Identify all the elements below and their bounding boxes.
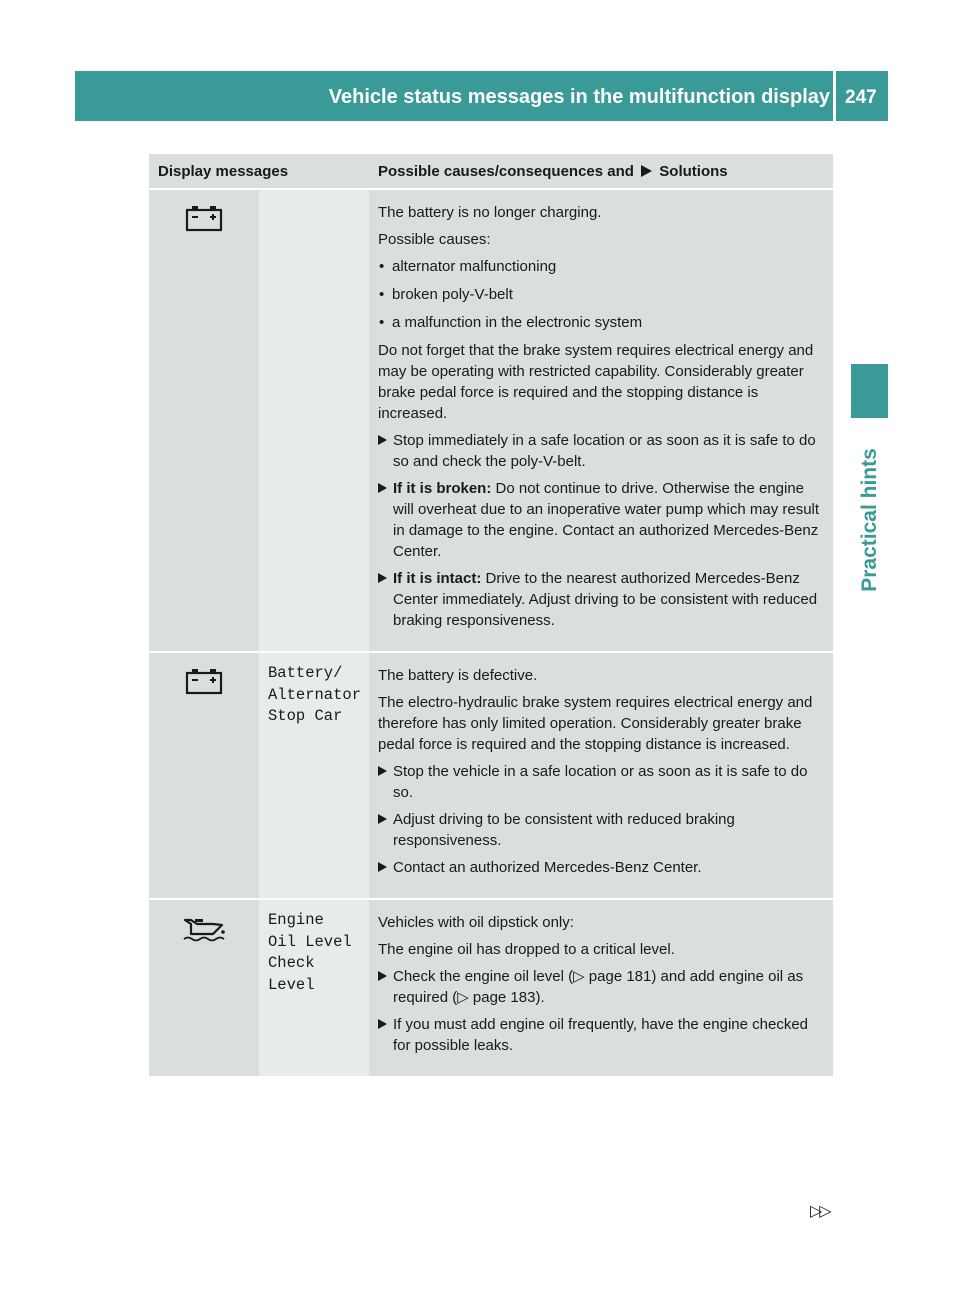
cause-paragraph: The battery is defective.: [378, 667, 538, 684]
solution-step: [378, 1014, 829, 1056]
display-symbol-cell: [149, 189, 259, 652]
solution-step: [378, 809, 829, 851]
step-arrow-icon: [378, 435, 387, 445]
step-text: Adjust driving to be consistent with reduced braking responsiveness.: [393, 811, 735, 849]
battery-icon: [185, 682, 223, 699]
step-arrow-icon: [378, 766, 387, 776]
display-symbol-cell: [149, 652, 259, 899]
solution-cell: [369, 899, 833, 1077]
cause-bullet: • a malfunction in the electronic system: [378, 312, 829, 333]
table-row: [149, 189, 833, 652]
display-text-line: Engine: [268, 911, 324, 929]
display-text-line: Stop Car: [268, 707, 343, 725]
message-table: [149, 154, 833, 1078]
header-possible-prefix: Possible causes/consequences and: [378, 162, 634, 180]
cause-bullet: • broken poly-V-belt: [378, 284, 829, 305]
cause-paragraph: Vehicles with oil dipstick only:: [378, 914, 574, 931]
header-bar: [75, 71, 888, 121]
step-text: Stop the vehicle in a safe location or as soon as it is safe to do so.: [393, 763, 808, 801]
display-text-line: Level: [268, 975, 315, 994]
display-text-line: Check: [268, 954, 315, 972]
display-text-cell: [259, 652, 369, 899]
step-arrow-icon: [378, 483, 387, 493]
step-arrow-icon: [378, 814, 387, 824]
display-symbol-cell: [149, 899, 259, 1077]
header-divider: [833, 71, 836, 121]
arrow-icon: [641, 165, 652, 177]
step-arrow-icon: [378, 573, 387, 583]
display-text-line: Oil Level: [268, 932, 352, 951]
solution-step: [378, 430, 829, 472]
table-row: [149, 652, 833, 899]
header-possible-suffix: Solutions: [659, 162, 728, 180]
cause-paragraph: The engine oil has dropped to a critical level.: [378, 941, 675, 958]
step-arrow-icon: [378, 862, 387, 872]
step-text: Contact an authorized Mercedes-Benz Center.: [393, 859, 702, 876]
solution-step: [378, 568, 829, 631]
step-arrow-icon: [378, 1019, 387, 1029]
page-title: Vehicle status messages in the multifunction display: [328, 86, 830, 108]
solution-step: [378, 966, 829, 1008]
header-display-messages: Display messages: [149, 154, 369, 189]
display-text-cell: [259, 899, 369, 1077]
step-text: If you must add engine oil frequently, have the engine checked for possible leaks.: [393, 1016, 808, 1054]
step-text: Stop immediately in a safe location or as soon as it is safe to do so and check the poly-V-belt.: [393, 432, 816, 470]
step-condition: If it is intact:: [393, 570, 482, 587]
cause-paragraph: The electro-hydraulic brake system requires electrical energy and therefore has only limited operation. Considerably greater brake pedal force is required and the stopping distance is increased.: [378, 694, 813, 753]
page-number: 247: [845, 87, 877, 108]
header-possible-causes: [369, 154, 833, 189]
table-header-row: [149, 154, 833, 189]
continued-mark: ▷▷: [810, 1203, 829, 1220]
step-condition: If it is broken:: [393, 480, 492, 497]
solution-cell: [369, 652, 833, 899]
cause-paragraph: The battery is no longer charging.: [378, 204, 602, 221]
oil-can-icon: [182, 929, 226, 946]
display-text-line: Battery/: [268, 664, 343, 682]
step-text: Do not continue to drive. Otherwise the engine will overheat due to an inoperative water pump which may result in damage to the engine. Contact an authorized Mercedes-Benz Center.: [393, 480, 820, 560]
display-text-line: Alternator: [268, 685, 362, 704]
battery-icon: [185, 219, 223, 236]
step-arrow-icon: [378, 971, 387, 981]
consequence-paragraph: Do not forget that the brake system requires electrical energy and may be operating with restricted capability. Considerably greater brake pedal force is required and the stopping distance is increased.: [378, 342, 814, 422]
table-row: [149, 899, 833, 1077]
section-label: [850, 430, 890, 610]
section-tab-marker: [851, 364, 888, 418]
solution-cell: [369, 189, 833, 652]
section-label-text: Practical hints: [858, 448, 881, 592]
solution-step: [378, 857, 829, 878]
step-text: Drive to the nearest authorized Mercedes-Benz Center immediately. Adjust driving to be consistent with reduced braking responsiveness.: [393, 570, 818, 629]
solution-step: [378, 761, 829, 803]
solution-step: [378, 478, 829, 562]
step-text: Check the engine oil level (▷ page 181) and add engine oil as required (▷ page 183).: [393, 968, 804, 1006]
cause-bullet: • alternator malfunctioning: [378, 256, 829, 277]
cause-paragraph: Possible causes:: [378, 231, 491, 248]
display-text-cell: [259, 189, 369, 652]
